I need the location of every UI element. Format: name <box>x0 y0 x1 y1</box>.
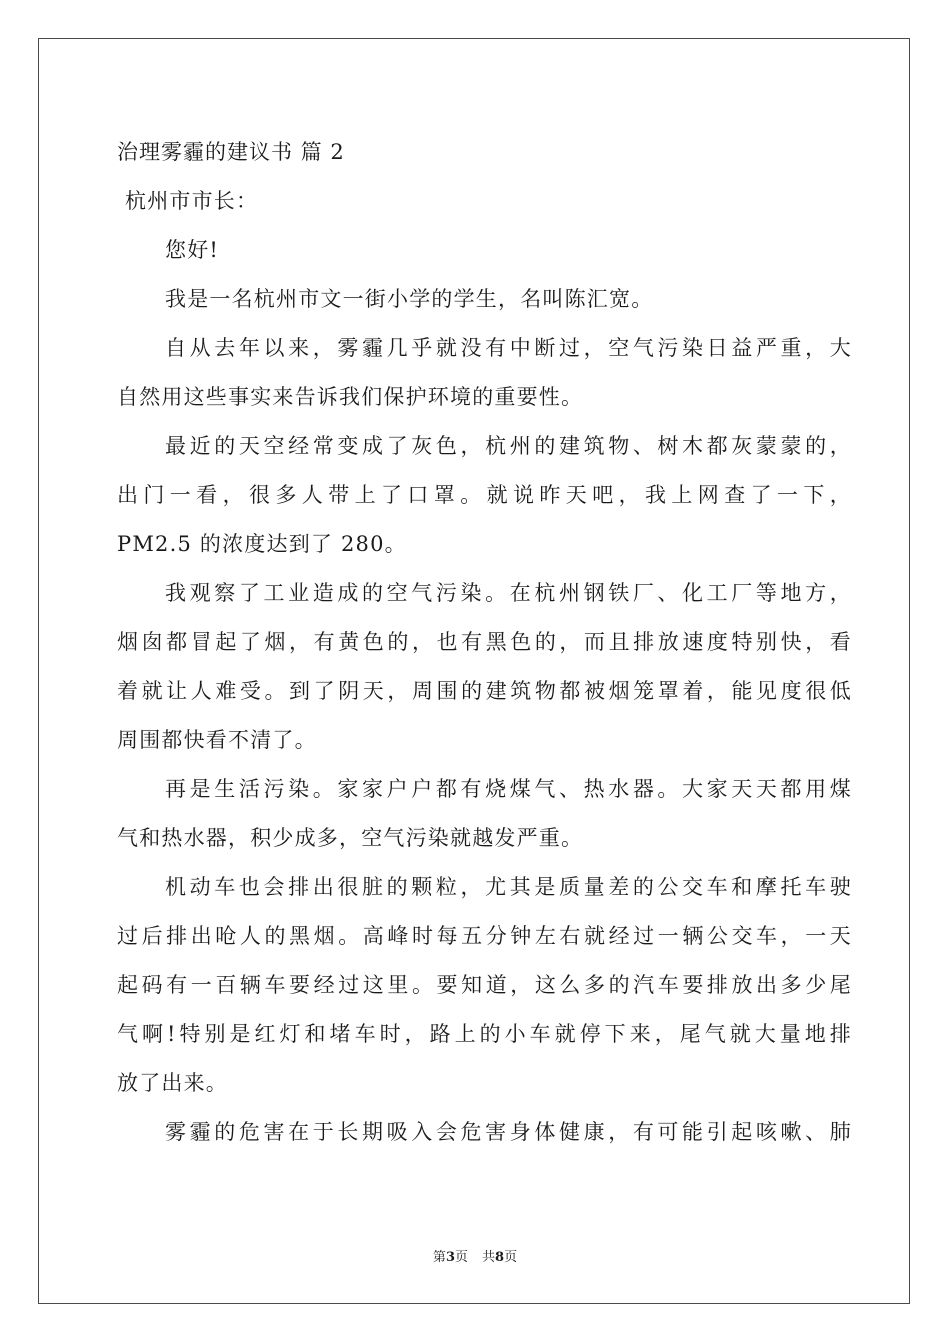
text-line: 再是生活污染。家家户户都有烧煤气、热水器。大家天天都用煤 <box>165 777 852 801</box>
text-line: 出门一看，很多人带上了口罩。就说昨天吧，我上网查了一下， <box>117 483 852 507</box>
text-line: 过后排出呛人的黑烟。高峰时每五分钟左右就经过一辆公交车，一天 <box>117 924 852 948</box>
text-line: PM2.5 的浓度达到了 280。 <box>117 532 407 556</box>
page-footer <box>0 1246 950 1265</box>
salutation: 杭州市市长： <box>125 189 259 213</box>
text-line: 放了出来。 <box>117 1071 228 1095</box>
text-line: 气和热水器，积少成多，空气污染就越发严重。 <box>117 826 584 850</box>
body-text <box>117 226 852 1157</box>
document-body <box>117 128 852 1157</box>
text-line: 起码有一百辆车要经过这里。要知道，这么多的汽车要排放出多少尾 <box>117 973 852 997</box>
text-line: 我是一名杭州市文一街小学的学生，名叫陈汇宽。 <box>165 287 654 311</box>
text-line: 我观察了工业造成的空气污染。在杭州钢铁厂、化工厂等地方， <box>165 581 852 605</box>
text-line: 机动车也会排出很脏的颗粒，尤其是质量差的公交车和摩托车驶 <box>165 875 852 899</box>
total-suffix: 页 <box>504 1250 518 1265</box>
text-line: 自从去年以来，雾霾几乎就没有中断过，空气污染日益严重，大 <box>165 336 852 360</box>
text-line: 气啊!特别是红灯和堵车时，路上的小车就停下来，尾气就大量地排 <box>117 1022 852 1046</box>
document-title: 治理雾霾的建议书 篇 2 <box>117 140 345 164</box>
text-line: 最近的天空经常变成了灰色，杭州的建筑物、树木都灰蒙蒙的， <box>165 434 852 458</box>
text-line: 着就让人难受。到了阴天，周围的建筑物都被烟笼罩着，能见度很低 <box>117 679 852 703</box>
text-line: 雾霾的危害在于长期吸入会危害身体健康，有可能引起咳嗽、肺 <box>165 1120 852 1144</box>
page-number: 3 <box>445 1250 455 1265</box>
page-prefix: 第 <box>432 1250 446 1265</box>
total-prefix: 共 <box>482 1250 496 1265</box>
text-line: 周围都快看不清了。 <box>117 728 317 752</box>
text-line: 您好! <box>165 238 220 262</box>
page-suffix: 页 <box>454 1250 468 1265</box>
total-pages: 8 <box>495 1250 505 1265</box>
text-line: 烟囱都冒起了烟，有黄色的，也有黑色的，而且排放速度特别快，看 <box>117 630 852 654</box>
text-line: 自然用这些事实来告诉我们保护环境的重要性。 <box>117 385 584 409</box>
